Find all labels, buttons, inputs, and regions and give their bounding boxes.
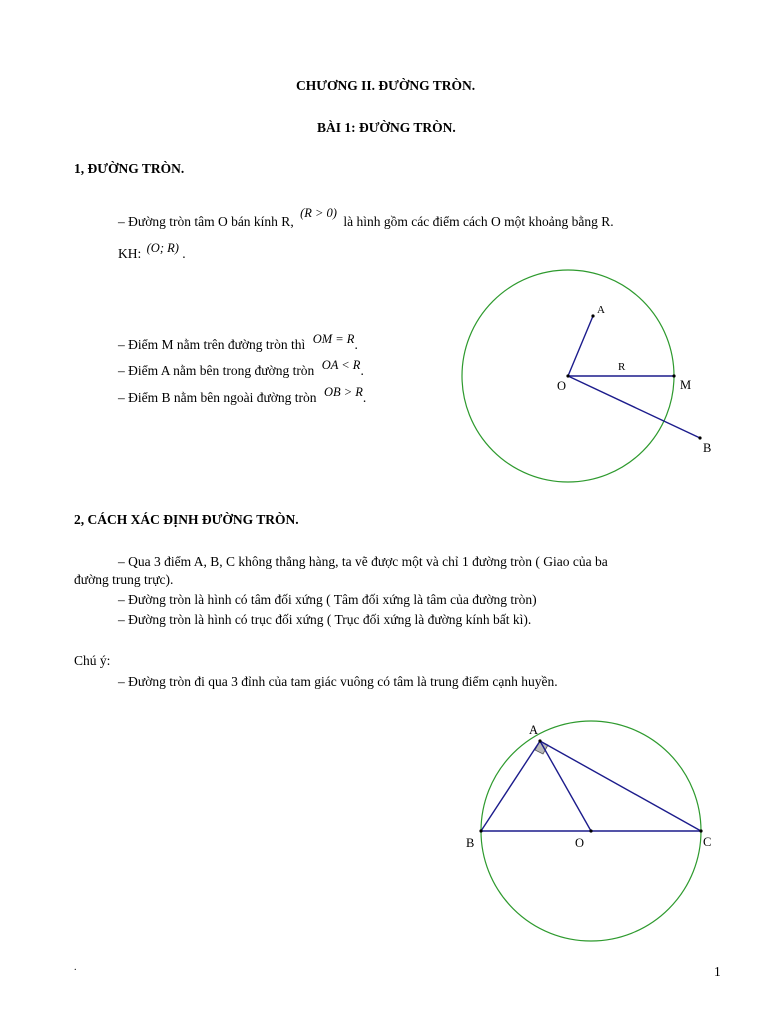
label-a: A: [597, 304, 605, 316]
section2-p1-line1: – Qua 3 điểm A, B, C không thẳng hàng, ta vẽ được một và chỉ 1 đường tròn ( Giao của ba: [118, 554, 608, 569]
section2-heading: 2, CÁCH XÁC ĐỊNH ĐƯỜNG TRÒN.: [74, 512, 299, 527]
definition-condition-math: (R > 0): [300, 206, 337, 220]
footer-left-mark: .: [74, 962, 77, 973]
label-c2: C: [703, 835, 712, 849]
point-a-math: OA < R: [321, 358, 361, 372]
chapter-title: CHƯƠNG II. ĐƯỜNG TRÒN.: [296, 78, 476, 93]
section1-heading: 1, ĐƯỜNG TRÒN.: [74, 161, 185, 176]
label-a2: A: [529, 723, 539, 737]
note-text: – Đường tròn đi qua 3 đỉnh của tam giác vuông có tâm là trung điểm cạnh huyền.: [118, 674, 558, 689]
point-m-math: OM = R: [312, 332, 355, 346]
section2-p1-line2: đường trung trực).: [74, 572, 174, 587]
lesson-title: BÀI 1: ĐƯỜNG TRÒN.: [317, 120, 456, 135]
notation-end: .: [182, 246, 186, 261]
label-b2: B: [466, 836, 475, 850]
point-a-dot: .: [360, 363, 364, 378]
label-m: M: [680, 378, 692, 392]
point-o2-dot: [589, 829, 592, 832]
page-number: 1: [714, 964, 721, 979]
definition-text-end: là hình gồm các điểm cách O một khoảng bằng R.: [343, 214, 614, 229]
point-a-text: – Điểm A nằm bên trong đường tròn: [118, 363, 315, 378]
label-r: R: [618, 361, 626, 373]
point-m-dot: .: [354, 337, 358, 352]
segment-ac: [540, 741, 701, 831]
point-b-math: OB > R: [323, 385, 363, 399]
label-b: B: [703, 441, 712, 455]
section2-p3: – Đường tròn là hình có trục đối xứng ( Trục đối xứng là đường kính bất kì).: [118, 612, 532, 627]
point-b2-dot: [479, 829, 482, 832]
point-b-text: – Điểm B nằm bên ngoài đường tròn: [118, 390, 317, 405]
point-a2-dot: [538, 739, 541, 742]
label-o2: O: [575, 836, 585, 850]
point-c2-dot: [699, 829, 702, 832]
note-label: Chú ý:: [74, 653, 111, 668]
notation-math: (O; R): [146, 241, 179, 255]
point-b-dot: .: [362, 390, 367, 405]
notation-label: KH:: [118, 246, 142, 261]
section2-p2: – Đường tròn là hình có tâm đối xứng ( Tâm đối xứng là tâm của đường tròn): [118, 592, 537, 607]
label-o: O: [557, 379, 567, 393]
point-m-text: – Điểm M nằm trên đường tròn thì: [118, 337, 306, 352]
segment-ab: [481, 741, 540, 831]
definition-text-start: – Đường tròn tâm O bán kính R,: [118, 214, 294, 229]
